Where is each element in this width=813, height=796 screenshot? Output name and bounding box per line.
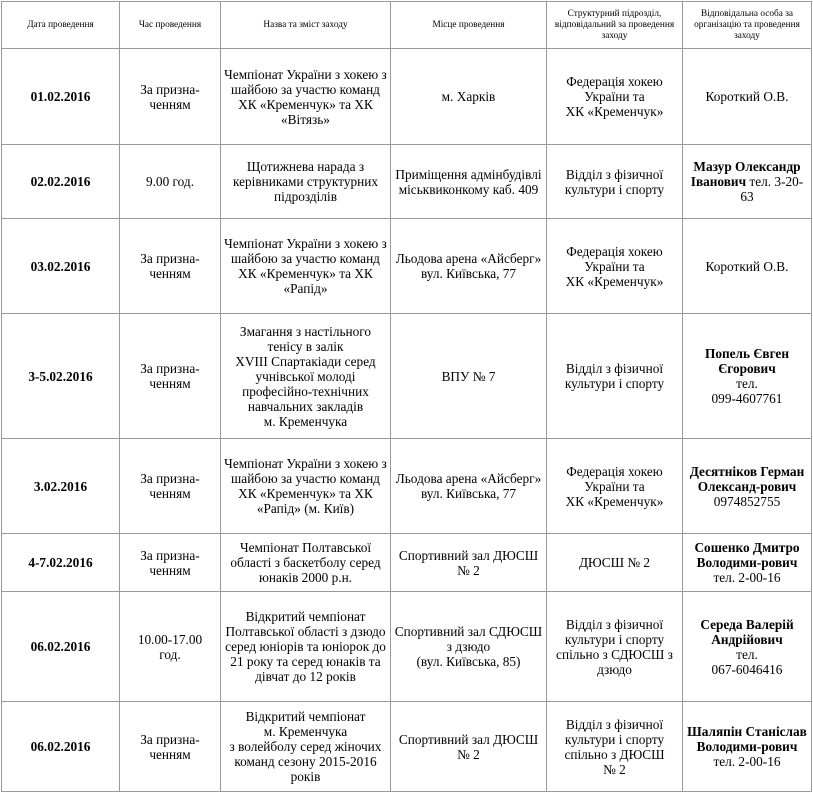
unit-cell: Федерація хокею України та ХК «Кременчук» [547,219,683,314]
date-cell: 03.02.2016 [2,219,120,314]
person-contact: тел. 099-4607761 [711,376,783,406]
date-cell: 06.02.2016 [2,592,120,702]
header-time: Час проведення [120,2,221,49]
person-contact: тел. 2-00-16 [713,570,781,585]
date-cell: 3-5.02.2016 [2,314,120,439]
person-cell [683,534,812,592]
table-row [2,439,812,534]
person-name: Попель Євген Єгорович [705,346,789,376]
table-row [2,534,812,592]
unit-cell: Відділ з фізичної культури і спорту спільно з ДЮСШ № 2 [547,702,683,792]
place-cell: Приміщення адмінбудівлі міськвиконкому каб. 409 [391,145,547,219]
place-cell: Льодова арена «Айсберг» вул. Київська, 77 [391,219,547,314]
person-contact: 0974852755 [713,493,781,509]
date-cell: 3.02.2016 [2,439,120,534]
person-cell [683,439,812,534]
time-cell: За призна- ченням [120,439,221,534]
time-cell: За призна- ченням [120,49,221,145]
person-cell [683,145,812,219]
date-cell: 01.02.2016 [2,49,120,145]
header-row [2,2,812,49]
person-name: Сошенко Дмитро Володими-рович [694,540,800,570]
person-contact: тел. 3-20-63 [740,174,804,204]
event-cell: Чемпіонат України з хокею з шайбою за участю команд ХК «Кременчук» та ХК «Рапід» [221,219,391,314]
header-unit: Структурний підрозділ, відповідальний за проведення заходу [547,2,683,49]
place-cell: ВПУ № 7 [391,314,547,439]
time-cell: 9.00 год. [120,145,221,219]
unit-cell: ДЮСШ № 2 [547,534,683,592]
time-cell: За призна- ченням [120,314,221,439]
table-row [2,219,812,314]
date-cell: 06.02.2016 [2,702,120,792]
unit-cell: Федерація хокею України та ХК «Кременчук» [547,49,683,145]
events-table [1,1,812,792]
table-row [2,702,812,792]
place-cell: Льодова арена «Айсберг» вул. Київська, 77 [391,439,547,534]
person-cell [683,702,812,792]
time-cell: За призна- ченням [120,219,221,314]
event-cell: Чемпіонат Полтавської області з баскетболу серед юнаків 2000 р.н. [221,534,391,592]
person-cell [683,49,812,145]
unit-cell: Відділ з фізичної культури і спорту спільно з СДЮСШ з дзюдо [547,592,683,702]
event-cell: Відкритий чемпіонат м. Кременчука з волейболу серед жіночих команд сезону 2015-2016 років [221,702,391,792]
person-contact: Короткий О.В. [705,89,789,104]
person-cell [683,592,812,702]
table-row [2,49,812,145]
person-contact: тел. 2-00-16 [713,754,781,769]
unit-cell: Федерація хокею України та ХК «Кременчук» [547,439,683,534]
place-cell: Спортивний зал СДЮСШ з дзюдо (вул. Київська, 85) [391,592,547,702]
event-cell: Щотижнева нарада з керівниками структурних підрозділів [221,145,391,219]
unit-cell: Відділ з фізичної культури і спорту [547,314,683,439]
header-person: Відповідальна особа за організацію та проведення заходу [683,2,812,49]
date-cell: 02.02.2016 [2,145,120,219]
date-cell: 4-7.02.2016 [2,534,120,592]
person-cell [683,314,812,439]
header-date: Дата проведення [2,2,120,49]
unit-cell: Відділ з фізичної культури і спорту [547,145,683,219]
event-cell: Відкритий чемпіонат Полтавської області з дзюдо серед юніорів та юніорок до 21 року та серед юнаків та дівчат до 12 років [221,592,391,702]
person-contact: тел. 067-6046416 [711,646,783,677]
person-name: Мазур Олександр Іванович [690,159,801,189]
event-cell: Змагання з настільного тенісу в залік XVIII Спартакіади серед учнівської молоді професійно-технічних навчальних закладів м. Кременчука [221,314,391,439]
place-cell: м. Харків [391,49,547,145]
table-row [2,592,812,702]
table-row [2,314,812,439]
time-cell: За призна- ченням [120,702,221,792]
event-cell: Чемпіонат України з хокею з шайбою за участю команд ХК «Кременчук» та ХК «Вітязь» [221,49,391,145]
header-event: Назва та зміст заходу [221,2,391,49]
person-contact: Короткий О.В. [705,258,789,274]
person-name: Середа Валерій Андрійович [700,616,794,647]
event-cell: Чемпіонат України з хокею з шайбою за участю команд ХК «Кременчук» та ХК «Рапід» (м. Київ) [221,439,391,534]
person-name: Шаляпін Станіслав Володими-рович [687,724,807,754]
place-cell: Спортивний зал ДЮСШ № 2 [391,534,547,592]
header-place: Місце проведення [391,2,547,49]
place-cell: Спортивний зал ДЮСШ № 2 [391,702,547,792]
table-row [2,145,812,219]
time-cell: За призна- ченням [120,534,221,592]
person-cell [683,219,812,314]
time-cell: 10.00-17.00 год. [120,592,221,702]
person-name: Десятніков Герман Олександ-рович [689,463,805,494]
